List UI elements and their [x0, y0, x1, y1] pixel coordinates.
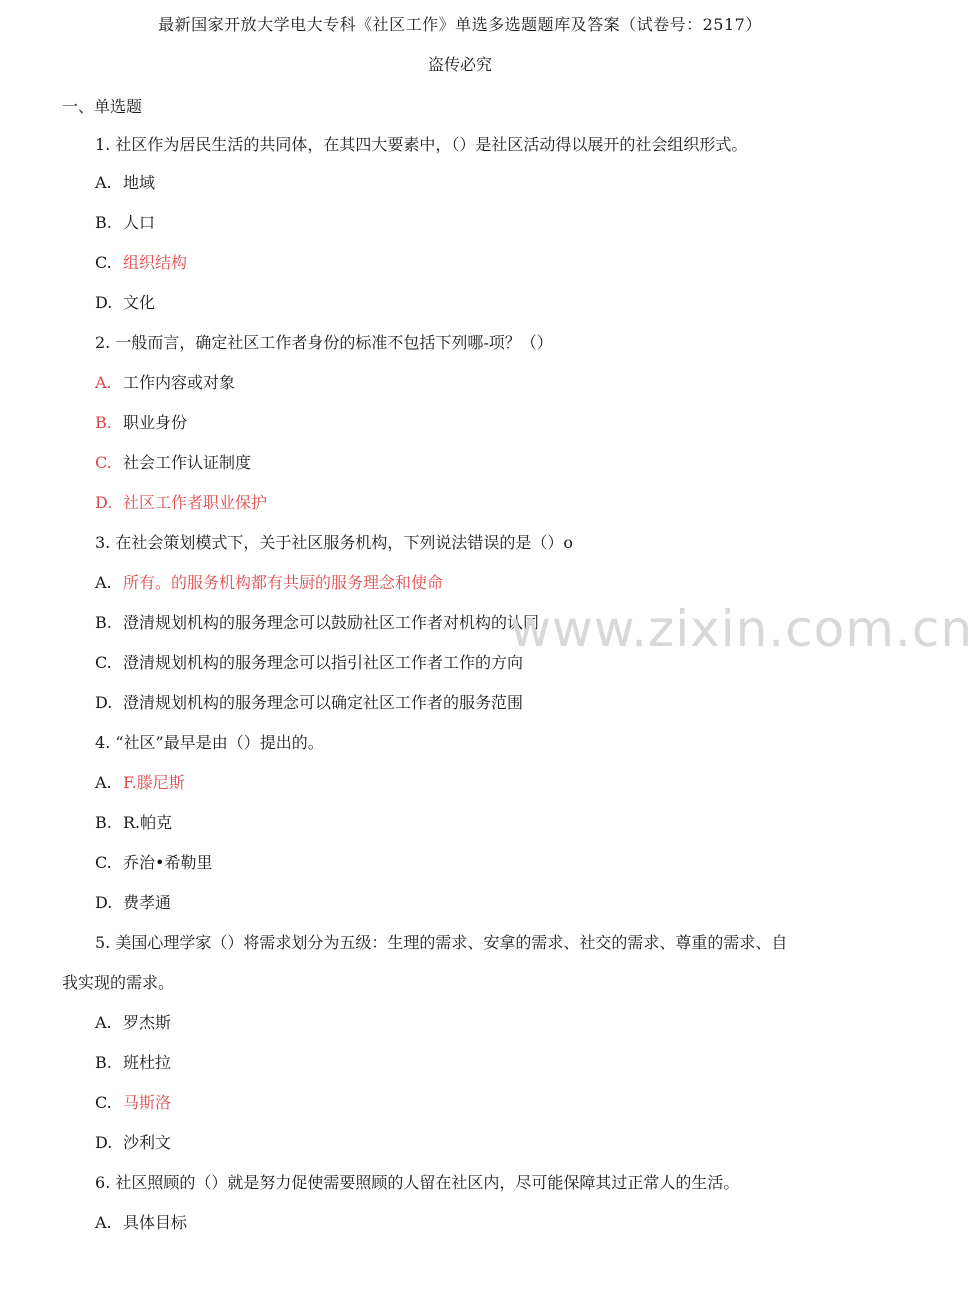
watermark: www.zixin.com.cn: [510, 600, 973, 658]
option-d: D. 澄清规划机构的服务理念可以确定社区工作者的服务范围: [95, 693, 524, 712]
option-c-answer: C. 马斯洛: [95, 1093, 172, 1112]
option-a: A. 地域: [95, 173, 156, 192]
question-stem-continuation: 我实现的需求。: [62, 973, 175, 992]
option-d: D. 文化: [95, 293, 156, 312]
option-b: B. R.帕克: [95, 813, 173, 832]
option-b: B. 班杜拉: [95, 1053, 172, 1072]
option-a-answer: A. F.滕尼斯: [95, 773, 185, 792]
option-b: B. 澄清规划机构的服务理念可以鼓励社区工作者对机构的认同: [95, 613, 540, 632]
document-title: 最新国家开放大学电大专科《社区工作》单选多选题题库及答案（试卷号：2517）: [158, 15, 762, 34]
option-d: D. 沙利文: [95, 1133, 172, 1152]
option-c: C. 澄清规划机构的服务理念可以指引社区工作者工作的方向: [95, 653, 524, 672]
option-a-answer: A. 工作内容或对象: [95, 373, 236, 392]
option-c-answer: C. 社会工作认证制度: [95, 453, 252, 472]
option-a-answer: A. 所有。的服务机构都有共厨的服务理念和使命: [95, 573, 444, 592]
question-stem: 1. 社区作为居民生活的共同体，在其四大要素中，（）是社区活动得以展开的社会组织形式。: [95, 135, 748, 154]
option-d-answer: D. 社区工作者职业保护: [95, 493, 268, 512]
section-heading: 一、单选题: [62, 97, 143, 116]
question-stem: 2. 一般而言，确定社区工作者身份的标准不包括下列哪-项？（）: [95, 333, 553, 352]
question-stem: 3. 在社会策划模式下，关于社区服务机构，下列说法错误的是（）o: [95, 533, 573, 552]
option-d: D. 费孝通: [95, 893, 172, 912]
option-c-answer: C. 组织结构: [95, 253, 188, 272]
option-a: A. 罗杰斯: [95, 1013, 172, 1032]
option-c: C. 乔治•希勒里: [95, 853, 213, 872]
question-stem: 5. 美国心理学家（）将需求划分为五级：生理的需求、安拿的需求、社交的需求、尊重的需求、自: [95, 933, 788, 952]
option-b: B. 人口: [95, 213, 156, 232]
option-b-answer: B. 职业身份: [95, 413, 188, 432]
question-stem: 4. “社区”最早是由（）提出的。: [95, 733, 324, 752]
option-a: A. 具体目标: [95, 1213, 188, 1232]
document-subtitle: 盗传必究: [427, 55, 492, 74]
question-stem: 6. 社区照顾的（）就是努力促使需要照顾的人留在社区内，尽可能保障其过正常人的生活。: [95, 1173, 740, 1192]
